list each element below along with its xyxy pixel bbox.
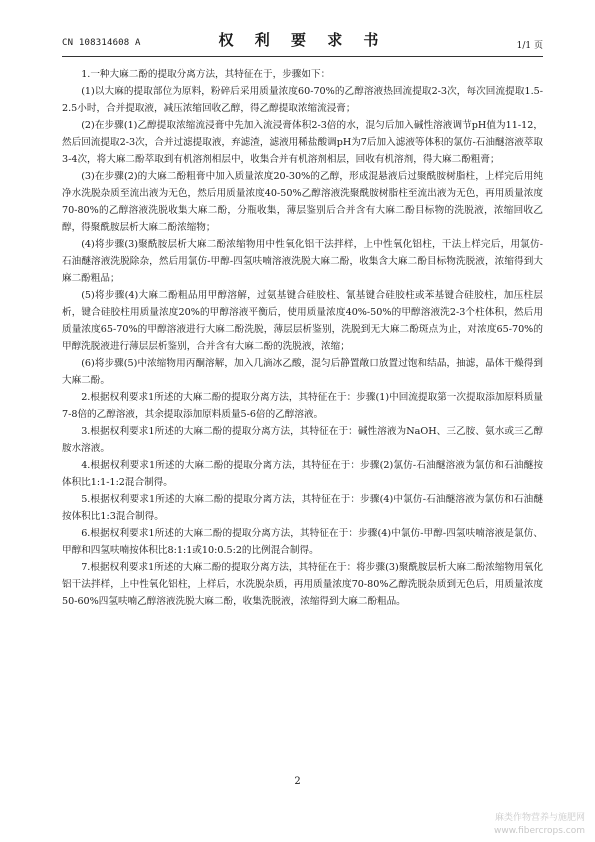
claim-4: 4.根据权利要求1所述的大麻二酚的提取分离方法，其特征在于：步骤(2)氯仿-石油醚溶液为氯仿和石油醚按体积比1:1-1:2混合制得。 <box>62 460 543 488</box>
claims-body <box>62 66 543 610</box>
claim-3: 3.根据权利要求1所述的大麻二酚的提取分离方法，其特征在于：碱性溶液为NaOH、三乙胺、氨水或三乙醇胺水溶液。 <box>62 426 543 454</box>
watermark-line-1: 麻类作物营养与施肥网 <box>494 813 585 823</box>
claim-1-intro: 1.一种大麻二酚的提取分离方法，其特征在于，步骤如下： <box>81 69 331 80</box>
claim-6: 6.根据权利要求1所述的大麻二酚的提取分离方法，其特征在于：步骤(4)中氯仿-甲醇-四氢呋喃溶液是氯仿、甲醇和四氢呋喃按体积比8:1:1或10:0.5:2的比例混合制得。 <box>62 528 543 556</box>
claim-1-step-4: (4)将步骤(3)聚酰胺层析大麻二酚浓缩物用中性氧化铝干法拌样，上中性氧化铝柱，干法上样完后，用氯仿-石油醚溶液洗脱除杂，然后用氯仿-甲醇-四氢呋喃溶液洗脱大麻二酚，收集含大麻二酚目标物洗脱液，浓缩得到大麻二酚粗品； <box>62 239 543 284</box>
page-info: 1/1 页 <box>516 41 543 51</box>
header-divider <box>62 56 543 57</box>
claim-7: 7.根据权利要求1所述的大麻二酚的提取分离方法，其特征在于：将步骤(3)聚酰胺层析大麻二酚浓缩物用氧化铝干法拌样，上中性氧化铝柱，上样后，水洗脱杂质，再用质量浓度70-80%乙醇洗脱杂质到无色后，用质量浓度50-60%四氢呋喃乙醇溶液洗脱大麻二酚，收集洗脱液，浓缩得到大麻二酚粗品。 <box>62 562 543 607</box>
document-title: 权 利 要 求 书 <box>218 31 387 49</box>
watermark <box>494 812 585 838</box>
claim-5: 5.根据权利要求1所述的大麻二酚的提取分离方法，其特征在于：步骤(4)中氯仿-石油醚溶液为氯仿和石油醚按体积比1:3混合制得。 <box>62 494 543 522</box>
publication-number: CN 108314608 A <box>62 38 141 48</box>
claim-1-step-1: (1)以大麻的提取部位为原料，粉碎后采用质量浓度60-70%的乙醇溶液热回流提取2-3次，每次回流提取1.5-2.5小时，合并提取液，减压浓缩回收乙醇，得乙醇提取浓缩流浸膏； <box>62 86 543 114</box>
claim-1-step-2: (2)在步骤(1)乙醇提取浓缩流浸膏中先加入流浸膏体积2-3倍的水，混匀后加入碱性溶液调节pH值为11-12，然后回流提取2-3次，合并过滤提取液，弃滤渣，滤液用稀盐酸调pH为7后加入滤液等体积的氯仿-石油醚溶液萃取3-4次，将大麻二酚萃取到有机溶剂相层中，收集合并有机溶剂相层，回收有机溶剂，得大麻二酚粗膏； <box>62 120 543 165</box>
watermark-line-2: www.fibercrops.com <box>494 826 585 836</box>
claim-2: 2.根据权利要求1所述的大麻二酚的提取分离方法，其特征在于：步骤(1)中回流提取第一次提取添加原料质量7-8倍的乙醇溶液，其余提取添加原料质量5-6倍的乙醇溶液。 <box>62 392 543 420</box>
document-header <box>62 29 543 53</box>
claim-1-step-3: (3)在步骤(2)的大麻二酚粗膏中加入质量浓度20-30%的乙醇，形成混悬液后过聚酰胺树脂柱，上样完后用纯净水洗脱杂质至流出液为无色，然后用质量浓度40-50%乙醇溶液洗聚酰胺树脂柱至流出液为无色，再用质量浓度70-80%的乙醇溶液洗脱收集大麻二酚，分瓶收集，薄层鉴别后合并含有大麻二酚目标物的洗脱液，浓缩回收乙醇，得聚酰胺层析大麻二酚浓缩物； <box>62 171 543 233</box>
page-number: 2 <box>294 776 301 787</box>
claim-1-step-5: (5)将步骤(4)大麻二酚粗品用甲醇溶解，过氨基键合硅胶柱、氰基键合硅胶柱或苯基键合硅胶柱，加压柱层析，键合硅胶柱用质量浓度20%的甲醇溶液平衡后，使用质量浓度40%-50%的甲醇溶液洗2-3个柱体积，然后用质量浓度65-70%的甲醇溶液进行大麻二酚洗脱，薄层层析鉴别，洗脱到无大麻二酚斑点为止，对浓度65-70%的甲醇洗脱液进行薄层层析鉴别，合并含有大麻二酚的洗脱液，浓缩； <box>62 290 543 352</box>
claim-1-step-6: (6)将步骤(5)中浓缩物用丙酮溶解，加入几滴冰乙酸，混匀后静置敞口放置过饱和结晶，抽滤，晶体干燥得到大麻二酚。 <box>62 358 543 386</box>
